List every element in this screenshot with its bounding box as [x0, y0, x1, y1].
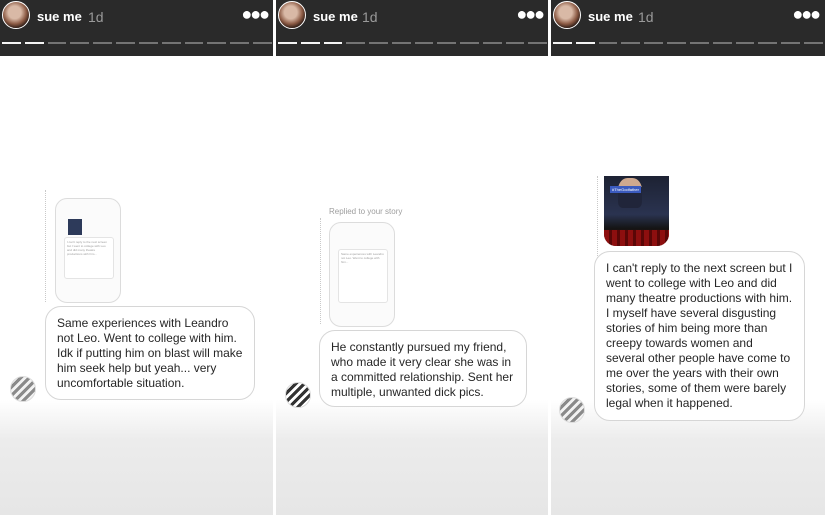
- timestamp: 1d: [362, 9, 378, 25]
- story-panel-2: [276, 0, 549, 515]
- replied-to-story-label: Replied to your story: [329, 207, 403, 216]
- sender-avatar[interactable]: [559, 397, 585, 423]
- more-horizontal-icon[interactable]: ●●●: [516, 4, 543, 24]
- story-thumbnail: [68, 219, 82, 235]
- progress-segment: [70, 42, 89, 44]
- reply-thread-line: [320, 218, 321, 324]
- progress-segment: [781, 42, 800, 44]
- progress-segment: [324, 42, 343, 44]
- progress-segment: [804, 42, 823, 44]
- shared-story-card[interactable]: [329, 222, 395, 327]
- progress-segment: [278, 42, 297, 44]
- progress-segment: [301, 42, 320, 44]
- more-horizontal-icon[interactable]: ●●●: [241, 4, 268, 24]
- progress-segment: [644, 42, 663, 44]
- story-header: [0, 0, 274, 56]
- timestamp: 1d: [88, 9, 104, 25]
- progress-segment: [667, 42, 686, 44]
- progress-segment: [576, 42, 595, 44]
- message-bubble: He constantly pursued my friend, who made it very clear she was in a committed relationship. Sent her multiple, unwanted dick pics.: [319, 330, 527, 407]
- progress-segment: [460, 42, 479, 44]
- progress-segment: [690, 42, 709, 44]
- story-progress-bar: [0, 42, 274, 45]
- progress-segment: [758, 42, 777, 44]
- progress-segment: [2, 42, 21, 44]
- card-preview-text: I can't reply to the next screen but I went to college with Leo and did many theatre productions with him...: [64, 237, 114, 279]
- progress-segment: [599, 42, 618, 44]
- progress-segment: [253, 42, 272, 44]
- progress-segment: [162, 42, 181, 44]
- progress-segment: [528, 42, 547, 44]
- progress-segment: [713, 42, 732, 44]
- progress-segment: [415, 42, 434, 44]
- progress-segment: [346, 42, 365, 44]
- progress-segment: [48, 42, 67, 44]
- progress-segment: [553, 42, 572, 44]
- progress-segment: [116, 42, 135, 44]
- progress-segment: [506, 42, 525, 44]
- story-progress-bar: [551, 42, 825, 45]
- reply-thread-line: [45, 190, 46, 302]
- shared-story-image[interactable]: [604, 176, 669, 246]
- progress-segment: [139, 42, 158, 44]
- progress-segment: [437, 42, 456, 44]
- story-progress-bar: [276, 42, 549, 45]
- avatar[interactable]: [553, 1, 581, 29]
- progress-segment: [93, 42, 112, 44]
- sender-avatar[interactable]: [10, 376, 36, 402]
- avatar[interactable]: [2, 1, 30, 29]
- story-image-tag: #TheGodfather: [612, 187, 639, 192]
- progress-segment: [185, 42, 204, 44]
- story-image-seats: [604, 230, 669, 246]
- progress-segment: [230, 42, 249, 44]
- progress-segment: [25, 42, 44, 44]
- progress-segment: [621, 42, 640, 44]
- story-image-figure: [618, 178, 642, 208]
- username[interactable]: sue me: [37, 9, 82, 24]
- card-preview-text: Same experiences with Leandro not Leo. Went to college with him...: [338, 249, 388, 303]
- story-panel-1: [0, 0, 274, 515]
- progress-segment: [369, 42, 388, 44]
- story-header: [551, 0, 825, 56]
- shared-story-card[interactable]: [55, 198, 121, 303]
- more-horizontal-icon[interactable]: ●●●: [792, 4, 819, 24]
- timestamp: 1d: [638, 9, 654, 25]
- message-bubble: Same experiences with Leandro not Leo. Went to college with him. Idk if putting him on blast will make him seek help but yeah... very uncomfortable situation.: [45, 306, 255, 400]
- progress-segment: [736, 42, 755, 44]
- progress-segment: [483, 42, 502, 44]
- story-panel-3: [551, 0, 825, 515]
- sender-avatar[interactable]: [285, 382, 311, 408]
- story-header: [276, 0, 549, 56]
- progress-segment: [207, 42, 226, 44]
- progress-segment: [392, 42, 411, 44]
- avatar[interactable]: [278, 1, 306, 29]
- username[interactable]: sue me: [313, 9, 358, 24]
- username[interactable]: sue me: [588, 9, 633, 24]
- message-bubble: I can't reply to the next screen but I went to college with Leo and did many theatre productions with him. I myself have several disgusting stories of him being more than creepy towards women and several other people have come to me over the years with their own stories, some of them were barely legal when it happened.: [594, 251, 805, 421]
